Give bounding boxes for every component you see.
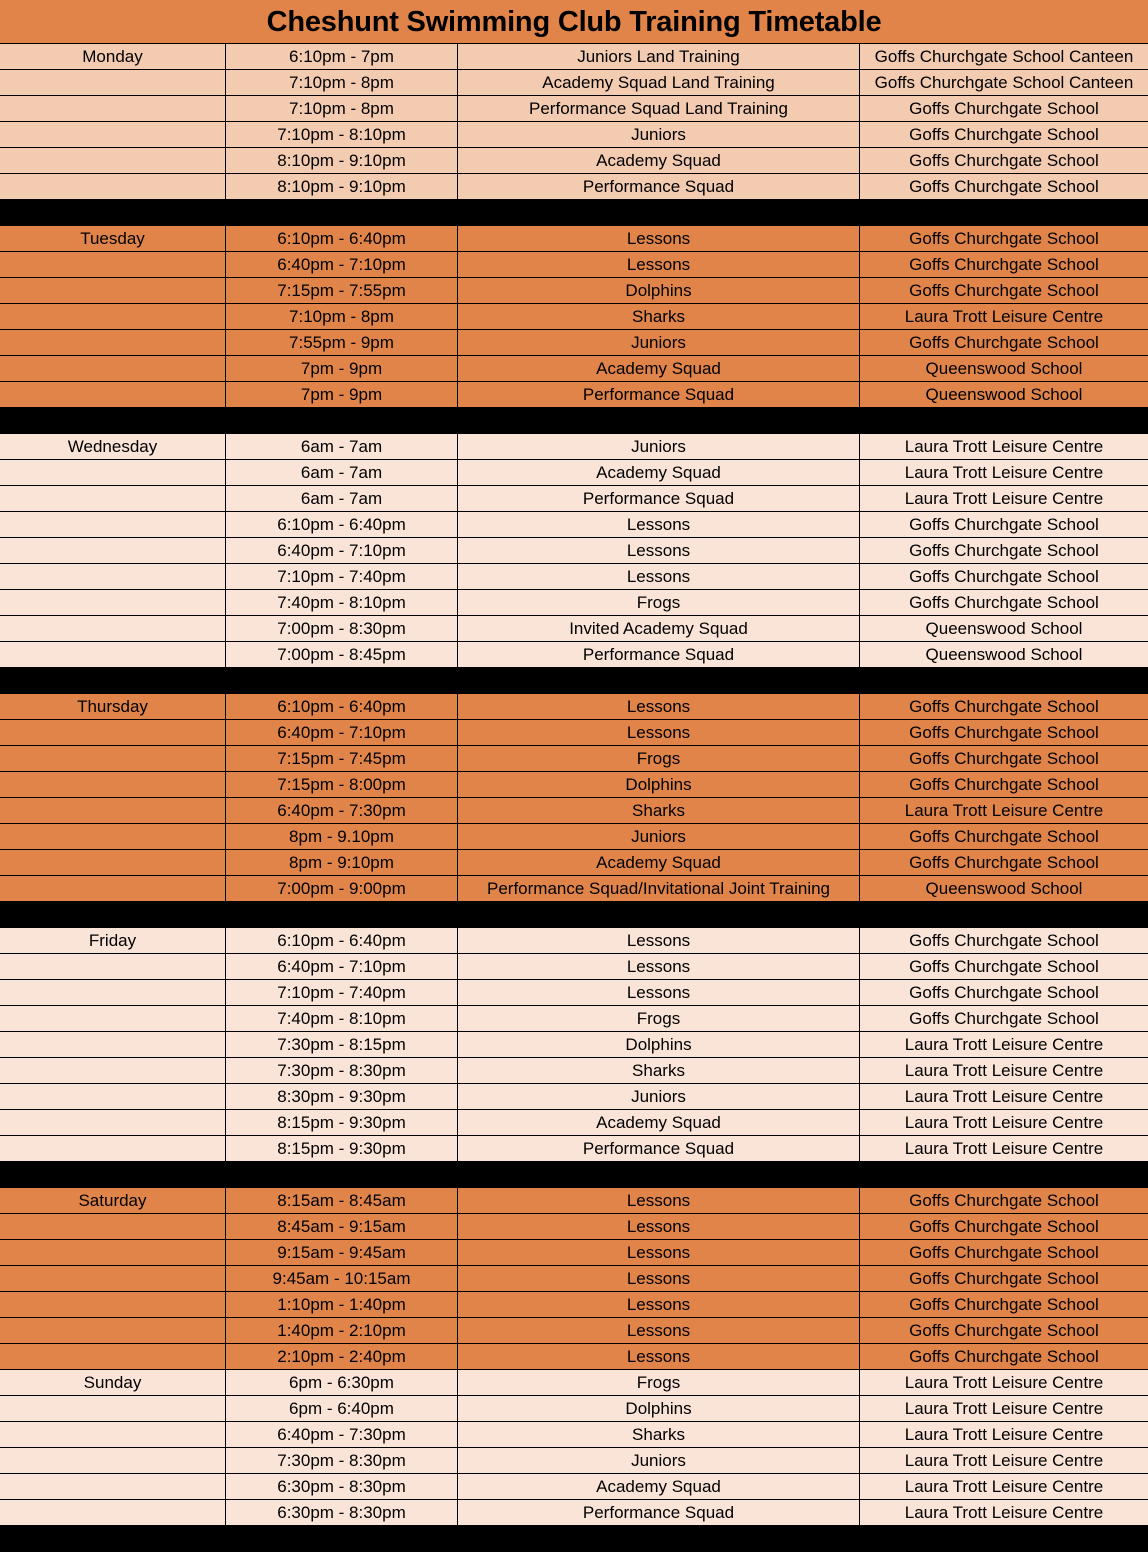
- venue-cell: Goffs Churchgate School: [859, 1006, 1148, 1031]
- table-row: [0, 486, 1148, 512]
- venue-cell: Goffs Churchgate School: [859, 1240, 1148, 1265]
- venue-cell: Queenswood School: [859, 382, 1148, 407]
- day-separator: [0, 1526, 1148, 1552]
- time-cell: 7:15pm - 7:55pm: [225, 278, 457, 303]
- session-cell: Dolphins: [457, 278, 859, 303]
- session-cell: Frogs: [457, 590, 859, 615]
- time-cell: 6:10pm - 6:40pm: [225, 512, 457, 537]
- time-cell: 7:10pm - 7:40pm: [225, 564, 457, 589]
- venue-cell: Goffs Churchgate School: [859, 564, 1148, 589]
- session-cell: Lessons: [457, 1240, 859, 1265]
- session-cell: Lessons: [457, 252, 859, 277]
- session-cell: Performance Squad: [457, 1500, 859, 1525]
- time-cell: 6am - 7am: [225, 460, 457, 485]
- day-cell: [0, 746, 225, 771]
- session-cell: Frogs: [457, 1006, 859, 1031]
- venue-cell: Goffs Churchgate School: [859, 1214, 1148, 1239]
- table-row: [0, 928, 1148, 954]
- table-row: [0, 564, 1148, 590]
- day-cell: [0, 278, 225, 303]
- session-cell: Performance Squad: [457, 642, 859, 667]
- venue-cell: Laura Trott Leisure Centre: [859, 486, 1148, 511]
- time-cell: 6am - 7am: [225, 486, 457, 511]
- table-row: [0, 382, 1148, 408]
- session-cell: Sharks: [457, 798, 859, 823]
- venue-cell: Goffs Churchgate School Canteen: [859, 70, 1148, 95]
- day-cell: [0, 1500, 225, 1525]
- session-cell: Academy Squad Land Training: [457, 70, 859, 95]
- day-cell: [0, 1318, 225, 1343]
- table-row: [0, 694, 1148, 720]
- time-cell: 7pm - 9pm: [225, 382, 457, 407]
- time-cell: 7:15pm - 7:45pm: [225, 746, 457, 771]
- session-cell: Frogs: [457, 746, 859, 771]
- session-cell: Performance Squad: [457, 382, 859, 407]
- day-cell: [0, 382, 225, 407]
- session-cell: Lessons: [457, 512, 859, 537]
- time-cell: 7:40pm - 8:10pm: [225, 1006, 457, 1031]
- time-cell: 6pm - 6:40pm: [225, 1396, 457, 1421]
- venue-cell: Goffs Churchgate School: [859, 1292, 1148, 1317]
- session-cell: Academy Squad: [457, 148, 859, 173]
- table-row: [0, 1136, 1148, 1162]
- day-cell: [0, 1422, 225, 1447]
- day-cell: [0, 1344, 225, 1369]
- day-separator: [0, 408, 1148, 434]
- time-cell: 7:10pm - 8:10pm: [225, 122, 457, 147]
- table-row: [0, 252, 1148, 278]
- venue-cell: Goffs Churchgate School: [859, 1344, 1148, 1369]
- session-cell: Invited Academy Squad: [457, 616, 859, 641]
- day-cell: [0, 174, 225, 199]
- day-cell: [0, 616, 225, 641]
- table-row: [0, 1032, 1148, 1058]
- venue-cell: Goffs Churchgate School: [859, 590, 1148, 615]
- table-row: [0, 1344, 1148, 1370]
- table-row: [0, 1448, 1148, 1474]
- table-row: [0, 824, 1148, 850]
- day-cell: [0, 70, 225, 95]
- time-cell: 6:40pm - 7:10pm: [225, 954, 457, 979]
- table-row: [0, 1318, 1148, 1344]
- day-label: Friday: [88, 931, 137, 950]
- venue-cell: Laura Trott Leisure Centre: [859, 1448, 1148, 1473]
- time-cell: 2:10pm - 2:40pm: [225, 1344, 457, 1369]
- day-cell: [0, 850, 225, 875]
- day-cell: [0, 486, 225, 511]
- day-cell: [0, 1448, 225, 1473]
- session-cell: Academy Squad: [457, 1474, 859, 1499]
- day-label: Sunday: [83, 1373, 142, 1392]
- table-row: [0, 512, 1148, 538]
- timetable-body: [0, 44, 1148, 1552]
- venue-cell: Goffs Churchgate School: [859, 148, 1148, 173]
- table-row: [0, 616, 1148, 642]
- venue-cell: Goffs Churchgate School: [859, 1266, 1148, 1291]
- session-cell: Juniors: [457, 434, 859, 459]
- table-row: [0, 1422, 1148, 1448]
- day-cell: [0, 720, 225, 745]
- time-cell: 7:30pm - 8:15pm: [225, 1032, 457, 1057]
- time-cell: 8:10pm - 9:10pm: [225, 174, 457, 199]
- session-cell: Lessons: [457, 1188, 859, 1213]
- venue-cell: Goffs Churchgate School: [859, 96, 1148, 121]
- day-cell: [0, 798, 225, 823]
- session-cell: Dolphins: [457, 772, 859, 797]
- day-cell: [0, 1240, 225, 1265]
- day-label: Thursday: [77, 697, 148, 716]
- session-cell: Lessons: [457, 954, 859, 979]
- time-cell: 8pm - 9:10pm: [225, 850, 457, 875]
- day-cell: [0, 564, 225, 589]
- time-cell: 6:10pm - 6:40pm: [225, 694, 457, 719]
- day-label: Monday: [82, 47, 143, 66]
- venue-cell: Goffs Churchgate School: [859, 694, 1148, 719]
- session-cell: Performance Squad: [457, 486, 859, 511]
- session-cell: Lessons: [457, 1344, 859, 1369]
- table-row: [0, 954, 1148, 980]
- day-separator: [0, 902, 1148, 928]
- session-cell: Lessons: [457, 538, 859, 563]
- day-cell: [0, 1006, 225, 1031]
- session-cell: Academy Squad: [457, 850, 859, 875]
- time-cell: 9:15am - 9:45am: [225, 1240, 457, 1265]
- time-cell: 6:40pm - 7:10pm: [225, 538, 457, 563]
- venue-cell: Laura Trott Leisure Centre: [859, 460, 1148, 485]
- day-label: Wednesday: [67, 437, 158, 456]
- day-cell: [0, 1474, 225, 1499]
- time-cell: 7:10pm - 8pm: [225, 70, 457, 95]
- table-row: [0, 1474, 1148, 1500]
- venue-cell: Laura Trott Leisure Centre: [859, 1474, 1148, 1499]
- day-cell: [0, 772, 225, 797]
- day-cell: [0, 512, 225, 537]
- time-cell: 8:15pm - 9:30pm: [225, 1136, 457, 1161]
- time-cell: 7pm - 9pm: [225, 356, 457, 381]
- session-cell: Lessons: [457, 564, 859, 589]
- day-cell: [0, 590, 225, 615]
- venue-cell: Queenswood School: [859, 356, 1148, 381]
- table-row: [0, 1370, 1148, 1396]
- day-cell: [0, 1396, 225, 1421]
- venue-cell: Goffs Churchgate School: [859, 720, 1148, 745]
- venue-cell: Laura Trott Leisure Centre: [859, 1084, 1148, 1109]
- day-cell: [0, 304, 225, 329]
- venue-cell: Goffs Churchgate School: [859, 928, 1148, 953]
- time-cell: 8:30pm - 9:30pm: [225, 1084, 457, 1109]
- day-cell: [0, 954, 225, 979]
- table-row: [0, 356, 1148, 382]
- table-row: [0, 70, 1148, 96]
- session-cell: Juniors: [457, 824, 859, 849]
- session-cell: Lessons: [457, 1318, 859, 1343]
- time-cell: 8pm - 9.10pm: [225, 824, 457, 849]
- venue-cell: Goffs Churchgate School: [859, 122, 1148, 147]
- session-cell: Lessons: [457, 1214, 859, 1239]
- time-cell: 7:10pm - 8pm: [225, 96, 457, 121]
- venue-cell: Laura Trott Leisure Centre: [859, 1370, 1148, 1395]
- table-row: [0, 590, 1148, 616]
- table-row: [0, 122, 1148, 148]
- session-cell: Juniors: [457, 1084, 859, 1109]
- day-cell: [0, 460, 225, 485]
- session-cell: Academy Squad: [457, 1110, 859, 1135]
- table-row: [0, 1214, 1148, 1240]
- session-cell: Performance Squad/Invitational Joint Training: [457, 876, 859, 901]
- session-cell: Juniors: [457, 1448, 859, 1473]
- session-cell: Juniors Land Training: [457, 44, 859, 69]
- time-cell: 6:30pm - 8:30pm: [225, 1500, 457, 1525]
- session-cell: Academy Squad: [457, 356, 859, 381]
- time-cell: 6:40pm - 7:30pm: [225, 1422, 457, 1447]
- venue-cell: Goffs Churchgate School: [859, 980, 1148, 1005]
- day-cell: [0, 538, 225, 563]
- time-cell: 1:10pm - 1:40pm: [225, 1292, 457, 1317]
- venue-cell: Goffs Churchgate School: [859, 512, 1148, 537]
- day-label: Tuesday: [80, 229, 145, 248]
- venue-cell: Laura Trott Leisure Centre: [859, 434, 1148, 459]
- table-row: [0, 720, 1148, 746]
- venue-cell: Laura Trott Leisure Centre: [859, 798, 1148, 823]
- day-cell: [0, 96, 225, 121]
- time-cell: 7:30pm - 8:30pm: [225, 1058, 457, 1083]
- session-cell: Sharks: [457, 304, 859, 329]
- session-cell: Sharks: [457, 1058, 859, 1083]
- day-cell: [0, 1266, 225, 1291]
- session-cell: Frogs: [457, 1370, 859, 1395]
- session-cell: Academy Squad: [457, 460, 859, 485]
- time-cell: 7:40pm - 8:10pm: [225, 590, 457, 615]
- venue-cell: Goffs Churchgate School: [859, 746, 1148, 771]
- table-row: [0, 1266, 1148, 1292]
- time-cell: 6:30pm - 8:30pm: [225, 1474, 457, 1499]
- venue-cell: Goffs Churchgate School Canteen: [859, 44, 1148, 69]
- table-row: [0, 1396, 1148, 1422]
- table-row: [0, 1084, 1148, 1110]
- table-row: [0, 1500, 1148, 1526]
- time-cell: 8:10pm - 9:10pm: [225, 148, 457, 173]
- table-row: [0, 1058, 1148, 1084]
- table-row: [0, 876, 1148, 902]
- day-separator: [0, 200, 1148, 226]
- session-cell: Lessons: [457, 226, 859, 251]
- session-cell: Performance Squad: [457, 1136, 859, 1161]
- day-cell: [0, 1084, 225, 1109]
- day-cell: [0, 1214, 225, 1239]
- table-row: [0, 460, 1148, 486]
- table-row: [0, 1006, 1148, 1032]
- time-cell: 6:40pm - 7:10pm: [225, 252, 457, 277]
- time-cell: 6:10pm - 6:40pm: [225, 928, 457, 953]
- session-cell: Lessons: [457, 720, 859, 745]
- table-row: [0, 44, 1148, 70]
- venue-cell: Goffs Churchgate School: [859, 330, 1148, 355]
- venue-cell: Laura Trott Leisure Centre: [859, 304, 1148, 329]
- time-cell: 7:00pm - 8:45pm: [225, 642, 457, 667]
- time-cell: 7:10pm - 8pm: [225, 304, 457, 329]
- venue-cell: Laura Trott Leisure Centre: [859, 1422, 1148, 1447]
- time-cell: 7:00pm - 8:30pm: [225, 616, 457, 641]
- day-cell: [0, 148, 225, 173]
- table-row: [0, 798, 1148, 824]
- venue-cell: Goffs Churchgate School: [859, 824, 1148, 849]
- table-row: [0, 174, 1148, 200]
- time-cell: 1:40pm - 2:10pm: [225, 1318, 457, 1343]
- table-row: [0, 980, 1148, 1006]
- session-cell: Lessons: [457, 1266, 859, 1291]
- day-cell: [0, 1110, 225, 1135]
- table-row: [0, 1292, 1148, 1318]
- venue-cell: Laura Trott Leisure Centre: [859, 1500, 1148, 1525]
- day-cell: [0, 876, 225, 901]
- session-cell: Lessons: [457, 694, 859, 719]
- venue-cell: Laura Trott Leisure Centre: [859, 1110, 1148, 1135]
- day-cell: [0, 122, 225, 147]
- time-cell: 7:10pm - 7:40pm: [225, 980, 457, 1005]
- venue-cell: Goffs Churchgate School: [859, 954, 1148, 979]
- venue-cell: Queenswood School: [859, 616, 1148, 641]
- day-cell: [0, 252, 225, 277]
- venue-cell: Laura Trott Leisure Centre: [859, 1396, 1148, 1421]
- session-cell: Dolphins: [457, 1032, 859, 1057]
- day-cell: [0, 1292, 225, 1317]
- time-cell: 8:45am - 9:15am: [225, 1214, 457, 1239]
- time-cell: 8:15pm - 9:30pm: [225, 1110, 457, 1135]
- day-separator: [0, 1162, 1148, 1188]
- table-row: [0, 772, 1148, 798]
- time-cell: 9:45am - 10:15am: [225, 1266, 457, 1291]
- venue-cell: Queenswood School: [859, 876, 1148, 901]
- session-cell: Lessons: [457, 1292, 859, 1317]
- table-row: [0, 1110, 1148, 1136]
- venue-cell: Goffs Churchgate School: [859, 850, 1148, 875]
- day-cell: [0, 980, 225, 1005]
- day-cell: [0, 330, 225, 355]
- venue-cell: Goffs Churchgate School: [859, 278, 1148, 303]
- table-row: [0, 1188, 1148, 1214]
- table-row: [0, 330, 1148, 356]
- table-row: [0, 434, 1148, 460]
- venue-cell: Queenswood School: [859, 642, 1148, 667]
- table-row: [0, 96, 1148, 122]
- table-row: [0, 148, 1148, 174]
- venue-cell: Goffs Churchgate School: [859, 1318, 1148, 1343]
- day-label: Saturday: [78, 1191, 147, 1210]
- session-cell: Sharks: [457, 1422, 859, 1447]
- day-cell: [0, 1136, 225, 1161]
- day-cell: [0, 1058, 225, 1083]
- time-cell: 7:00pm - 9:00pm: [225, 876, 457, 901]
- table-row: [0, 1240, 1148, 1266]
- venue-cell: Goffs Churchgate School: [859, 538, 1148, 563]
- session-cell: Juniors: [457, 122, 859, 147]
- venue-cell: Laura Trott Leisure Centre: [859, 1058, 1148, 1083]
- time-cell: 6pm - 6:30pm: [225, 1370, 457, 1395]
- session-cell: Performance Squad Land Training: [457, 96, 859, 121]
- table-row: [0, 226, 1148, 252]
- table-row: [0, 850, 1148, 876]
- day-cell: [0, 1032, 225, 1057]
- table-row: [0, 278, 1148, 304]
- session-cell: Juniors: [457, 330, 859, 355]
- day-separator: [0, 668, 1148, 694]
- time-cell: 6am - 7am: [225, 434, 457, 459]
- venue-cell: Goffs Churchgate School: [859, 226, 1148, 251]
- page-title: Cheshunt Swimming Club Training Timetable: [0, 0, 1148, 44]
- table-row: [0, 746, 1148, 772]
- session-cell: Lessons: [457, 928, 859, 953]
- table-row: [0, 304, 1148, 330]
- venue-cell: Laura Trott Leisure Centre: [859, 1136, 1148, 1161]
- time-cell: 7:30pm - 8:30pm: [225, 1448, 457, 1473]
- venue-cell: Laura Trott Leisure Centre: [859, 1032, 1148, 1057]
- session-cell: Performance Squad: [457, 174, 859, 199]
- session-cell: Dolphins: [457, 1396, 859, 1421]
- time-cell: 6:40pm - 7:30pm: [225, 798, 457, 823]
- time-cell: 6:40pm - 7:10pm: [225, 720, 457, 745]
- time-cell: 8:15am - 8:45am: [225, 1188, 457, 1213]
- venue-cell: Goffs Churchgate School: [859, 1188, 1148, 1213]
- time-cell: 6:10pm - 6:40pm: [225, 226, 457, 251]
- day-cell: [0, 356, 225, 381]
- day-cell: [0, 824, 225, 849]
- session-cell: Lessons: [457, 980, 859, 1005]
- venue-cell: Goffs Churchgate School: [859, 174, 1148, 199]
- table-row: [0, 642, 1148, 668]
- day-cell: [0, 642, 225, 667]
- venue-cell: Goffs Churchgate School: [859, 252, 1148, 277]
- time-cell: 7:15pm - 8:00pm: [225, 772, 457, 797]
- time-cell: 6:10pm - 7pm: [225, 44, 457, 69]
- table-row: [0, 538, 1148, 564]
- time-cell: 7:55pm - 9pm: [225, 330, 457, 355]
- venue-cell: Goffs Churchgate School: [859, 772, 1148, 797]
